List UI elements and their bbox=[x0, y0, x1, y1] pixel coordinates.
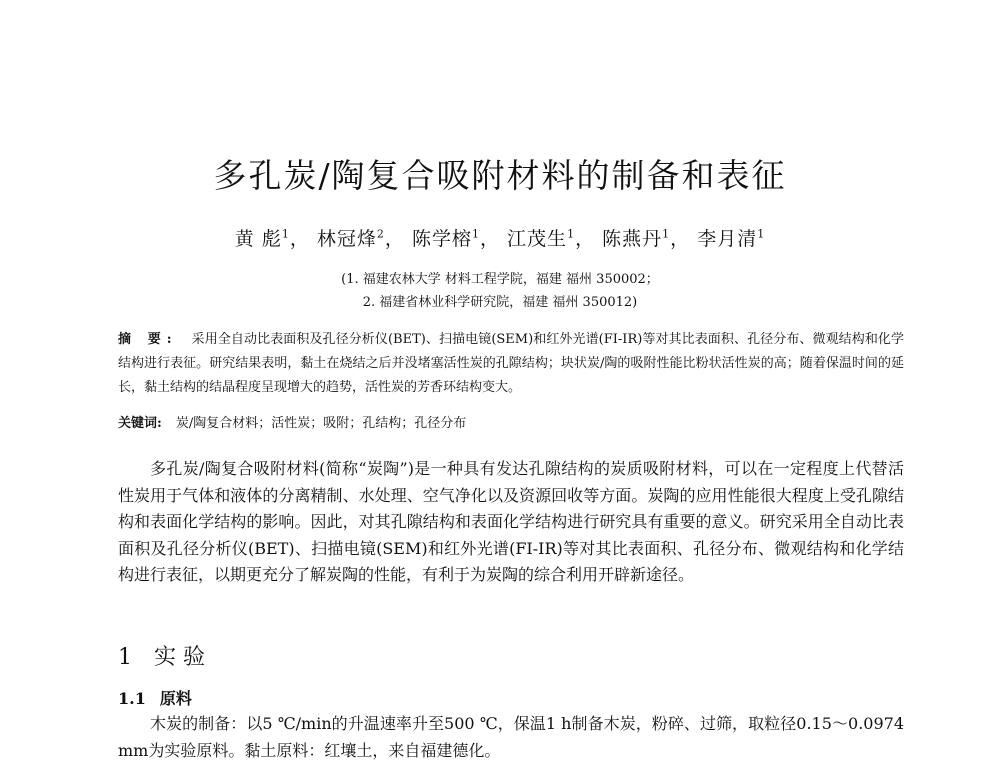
paper-title: 多孔炭/陶复合吸附材料的制备和表征 bbox=[213, 156, 787, 195]
author: 李月清$^1$ bbox=[697, 227, 766, 250]
author: 黄 彪$^1$， bbox=[234, 227, 310, 250]
author: 陈燕丹$^1$， bbox=[602, 227, 691, 250]
abstract bbox=[118, 328, 904, 400]
author-list bbox=[0, 224, 1000, 251]
author: 江茂生$^1$， bbox=[507, 227, 596, 250]
author: 陈学榕$^1$， bbox=[411, 227, 500, 250]
intro-paragraph: 多孔炭/陶复合吸附材料(简称“炭陶”)是一种具有发达孔隙结构的炭质吸附材料，可以在一定程度上代替活性炭用于气体和液体的分离精制、水处理、空气净化以及资源回收等方面。炭陶的应用性能很大程度上受孔隙结构和表面化学结构的影响。因此，对其孔隙结构和表面化学结构进行研究具有重要的意义。研究采用全自动比表面积及孔径分析仪(BET)、扫描电镜(SEM)和红外光谱(FI-IR)等对其比表面积、孔径分布、微观结构和化学结构进行表征，以期更充分了解炭陶的性能，有利于为炭陶的综合利用开辟新途径。 bbox=[118, 459, 904, 584]
section-heading: 1 实 验 bbox=[118, 645, 205, 670]
abstract-text: 采用全自动比表面积及孔径分析仪(BET)、扫描电镜(SEM)和红外光谱(FI-IR)等对其比表面积、孔径分布、微观结构和化学结构进行表征。研究结果表明，黏土在烧结之后并没堵塞活性炭的孔隙结构；块状炭/陶的吸附性能比粉状活性炭的高；随着保温时间的延长，黏土结构的结晶程度呈现增大的趋势，活性炭的芳香环结构变大。 bbox=[118, 332, 905, 395]
affiliation-2: 2. 福建省林业科学研究院，福建 福州 350012) bbox=[362, 295, 638, 310]
keywords-text: 炭/陶复合材料；活性炭；吸附；孔结构；孔径分布 bbox=[175, 416, 467, 431]
abstract-label: 摘 要: bbox=[118, 332, 178, 347]
keywords-label: 关键词: bbox=[118, 416, 162, 431]
affiliation-1: (1. 福建农林大学 材料工程学院，福建 福州 350002； bbox=[341, 272, 659, 287]
materials-paragraph: 木炭的制备：以5 ℃/min的升温速率升至500 ℃，保温1 h制备木炭，粉碎、过筛，取粒径0.15～0.0974 mm为实验原料。黏土原料：红壤土，来自福建德化。 bbox=[118, 714, 904, 760]
keywords bbox=[118, 412, 904, 431]
author: 林冠烽$^2$， bbox=[316, 227, 405, 250]
subsection-heading: 1.1 原料 bbox=[118, 689, 192, 708]
